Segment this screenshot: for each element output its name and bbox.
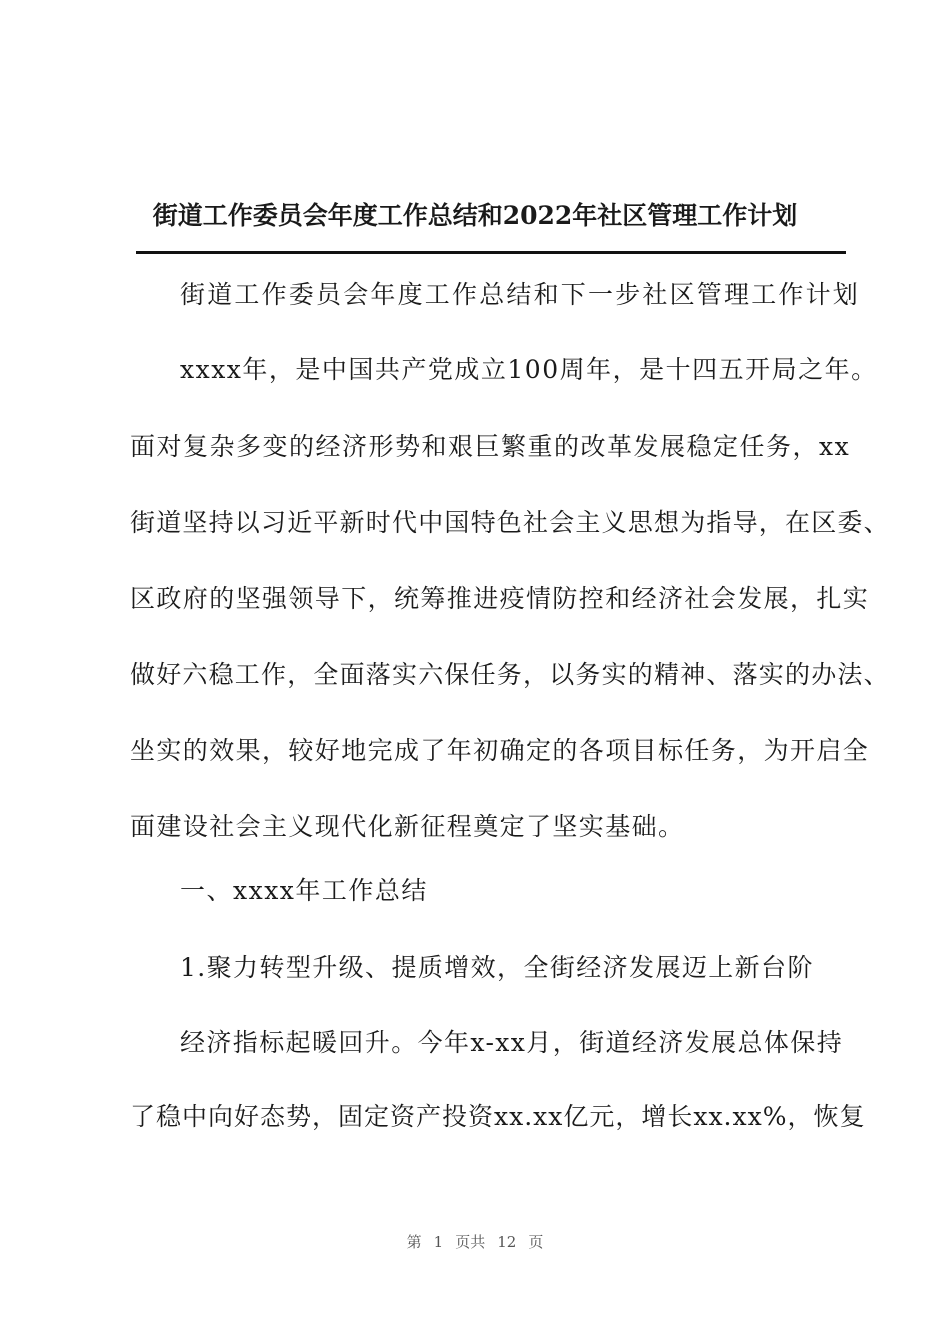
- paragraph-line: xxxx年，是中国共产党成立100周年，是十四五开局之年。: [180, 355, 878, 384]
- paragraph-line: 做好六稳工作，全面落实六保任务，以务实的精神、落实的办法、: [130, 660, 890, 689]
- footer-total-pages: 12: [497, 1233, 517, 1251]
- page-number-footer: [0, 1231, 950, 1252]
- paragraph-line: 面建设社会主义现代化新征程奠定了坚实基础。: [130, 812, 685, 841]
- subtitle-line: 街道工作委员会年度工作总结和下一步社区管理工作计划: [180, 280, 861, 309]
- document-title: 街道工作委员会年度工作总结和2022年社区管理工作计划: [152, 201, 798, 230]
- paragraph-line: 区政府的坚强领导下，统筹推进疫情防控和经济社会发展，扎实: [130, 584, 870, 613]
- footer-prefix: 第: [406, 1233, 422, 1251]
- paragraph-line: 面对复杂多变的经济形势和艰巨繁重的改革发展稳定任务，xx: [130, 432, 851, 461]
- footer-middle: 页共: [455, 1233, 486, 1251]
- paragraph-line: 了稳中向好态势，固定资产投资xx.xx亿元，增长xx.xx%，恢复: [130, 1102, 866, 1131]
- section-heading: 一、xxxx年工作总结: [180, 876, 428, 905]
- footer-page-number: 1: [433, 1233, 444, 1251]
- footer-suffix: 页: [528, 1233, 544, 1251]
- title-underline: [136, 251, 846, 254]
- paragraph-line: 经济指标起暖回升。今年x-xx月，街道经济发展总体保持: [180, 1028, 844, 1057]
- paragraph-line: 街道坚持以习近平新时代中国特色社会主义思想为指导，在区委、: [130, 508, 890, 537]
- subsection-heading: 1.聚力转型升级、提质增效，全街经济发展迈上新台阶: [180, 953, 814, 982]
- paragraph-line: 坐实的效果，较好地完成了年初确定的各项目标任务，为开启全: [130, 736, 870, 765]
